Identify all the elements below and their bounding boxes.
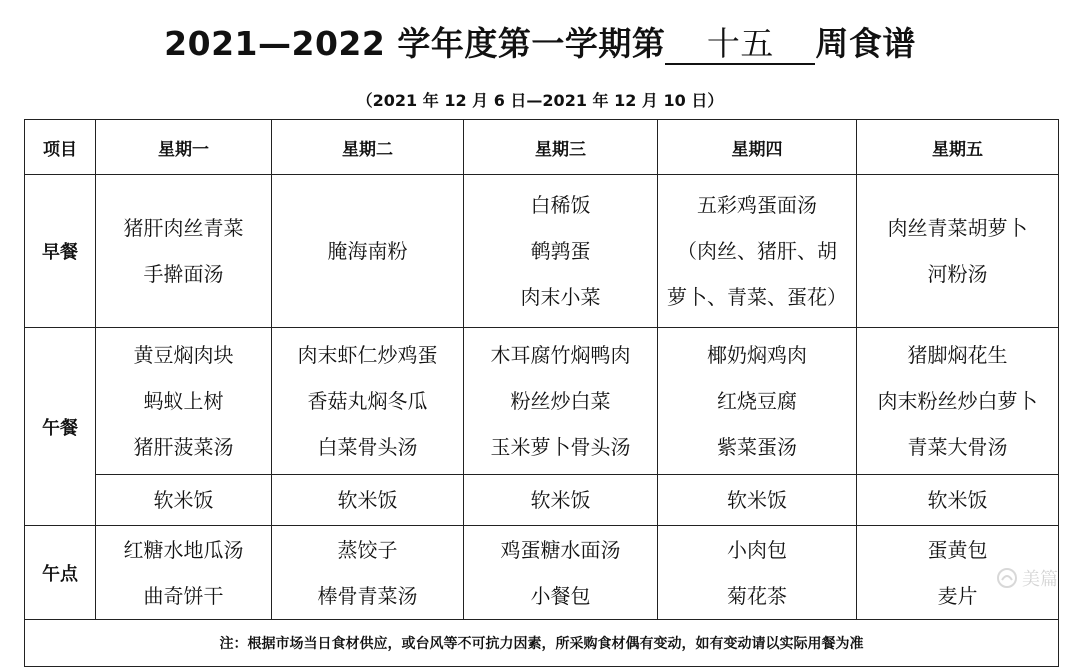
snack-cell-thu <box>658 526 857 620</box>
lunch-cell-wed <box>464 328 658 475</box>
menu-item: 肉末虾仁炒鸡蛋 <box>297 343 438 367</box>
table-header-row <box>25 120 1059 175</box>
row-label-snack: 午点 <box>25 526 96 620</box>
snack-cell-mon <box>96 526 272 620</box>
week-number: 十五 <box>665 25 815 65</box>
menu-item: 鹌鹑蛋 <box>530 239 591 263</box>
menu-item: 玉米萝卜骨头汤 <box>490 435 631 459</box>
menu-item: 软米饭 <box>153 488 214 512</box>
day-header-fri: 星期五 <box>857 120 1059 175</box>
menu-item: 蛋黄包 <box>927 537 988 562</box>
weekly-menu-table <box>24 119 1059 667</box>
menu-item: 椰奶焖鸡肉 <box>707 343 807 367</box>
menu-item: 猪肝菠菜汤 <box>133 435 234 459</box>
title-suffix: 周食谱 <box>815 24 916 63</box>
menu-item: 小肉包 <box>727 537 787 562</box>
note-row <box>25 620 1059 667</box>
menu-item: 木耳腐竹焖鸭肉 <box>490 343 631 367</box>
date-range: （2021 年 12 月 6 日—2021 年 12 月 10 日） <box>356 91 724 110</box>
snack-cell-tue <box>272 526 464 620</box>
lunch-cell-tue <box>272 328 464 475</box>
menu-item: 肉丝青菜胡萝卜 <box>887 216 1028 240</box>
menu-item: 软米饭 <box>530 488 591 512</box>
menu-item: 鸡蛋糖水面汤 <box>500 537 621 562</box>
menu-note: 注：根据市场当日食材供应，或台风等不可抗力因素，所采购食材偶有变动，如有变动请以实际用餐为准 <box>25 620 1059 667</box>
staple-cell-wed <box>464 475 658 526</box>
day-header-thu: 星期四 <box>658 120 857 175</box>
lunch-cell-thu <box>658 328 857 475</box>
menu-item: 曲奇饼干 <box>143 583 224 608</box>
menu-item: 肉末粉丝炒白萝卜 <box>877 389 1038 413</box>
watermark <box>996 565 1058 591</box>
menu-item: 腌海南粉 <box>327 239 408 263</box>
menu-item: 蚂蚁上树 <box>143 389 224 413</box>
title-prefix: 2021—2022 学年度第一学期第 <box>164 24 666 63</box>
lunch-staple-row <box>25 475 1059 526</box>
menu-item: 软米饭 <box>727 488 787 512</box>
menu-item: （肉丝、猪肝、胡 <box>677 239 837 263</box>
breakfast-cell-tue <box>272 175 464 328</box>
meipian-logo-icon <box>996 567 1018 589</box>
menu-item: 软米饭 <box>927 488 988 512</box>
menu-item: 棒骨青菜汤 <box>317 583 418 608</box>
menu-item: 青菜大骨汤 <box>907 435 1008 459</box>
breakfast-row <box>25 175 1059 328</box>
menu-item: 白菜骨头汤 <box>317 435 418 459</box>
menu-item: 软米饭 <box>337 488 398 512</box>
menu-item: 河粉汤 <box>927 262 988 286</box>
breakfast-cell-wed <box>464 175 658 328</box>
menu-item: 五彩鸡蛋面汤 <box>697 193 817 217</box>
menu-item: 红烧豆腐 <box>717 389 797 413</box>
lunch-row <box>25 328 1059 475</box>
row-label-lunch: 午餐 <box>25 328 96 526</box>
snack-cell-wed <box>464 526 658 620</box>
staple-cell-mon <box>96 475 272 526</box>
menu-item: 黄豆焖肉块 <box>133 343 234 367</box>
menu-item: 麦片 <box>937 583 978 608</box>
menu-item: 红糖水地瓜汤 <box>123 537 244 562</box>
menu-item: 猪脚焖花生 <box>907 343 1008 367</box>
menu-item: 猪肝肉丝青菜 <box>123 216 244 240</box>
menu-item: 肉末小菜 <box>520 285 601 309</box>
breakfast-cell-fri <box>857 175 1059 328</box>
staple-cell-fri <box>857 475 1059 526</box>
staple-cell-tue <box>272 475 464 526</box>
row-label-breakfast: 早餐 <box>25 175 96 328</box>
page-title <box>0 18 1080 65</box>
menu-item: 小餐包 <box>530 583 591 608</box>
lunch-cell-mon <box>96 328 272 475</box>
menu-item: 萝卜、青菜、蛋花） <box>667 285 847 309</box>
day-header-wed: 星期三 <box>464 120 658 175</box>
staple-cell-thu <box>658 475 857 526</box>
breakfast-cell-mon <box>96 175 272 328</box>
menu-item: 蒸饺子 <box>337 537 398 562</box>
corner-header: 项目 <box>25 120 96 175</box>
menu-item: 紫菜蛋汤 <box>717 435 797 459</box>
menu-item: 粉丝炒白菜 <box>510 389 611 413</box>
day-header-mon: 星期一 <box>96 120 272 175</box>
lunch-cell-fri <box>857 328 1059 475</box>
watermark-text: 美篇 <box>1022 569 1058 590</box>
menu-item: 手擀面汤 <box>143 262 224 286</box>
menu-item: 白稀饭 <box>530 193 591 217</box>
breakfast-cell-thu <box>658 175 857 328</box>
snack-row <box>25 526 1059 620</box>
menu-item: 菊花茶 <box>727 583 787 608</box>
menu-item: 香菇丸焖冬瓜 <box>307 389 428 413</box>
day-header-tue: 星期二 <box>272 120 464 175</box>
